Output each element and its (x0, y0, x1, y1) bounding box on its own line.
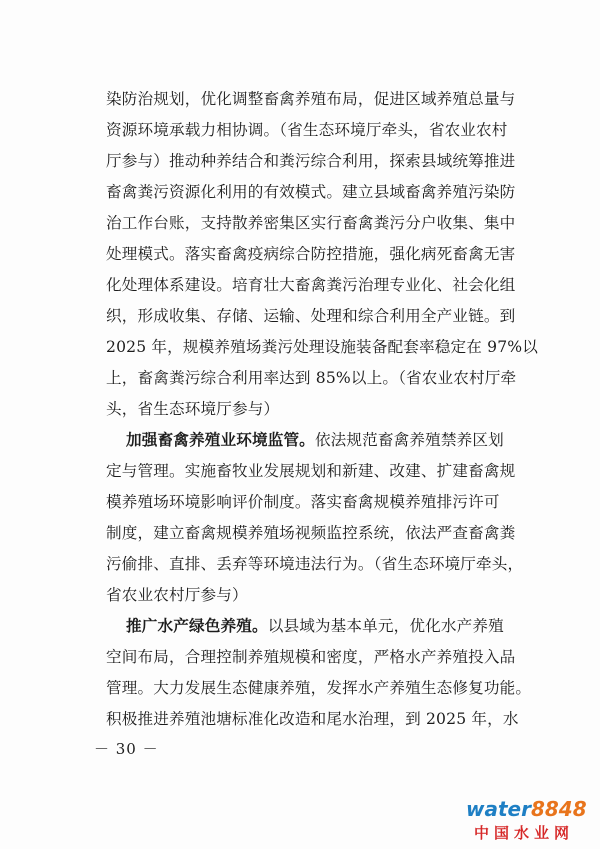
text-line: 织，形成收集、存储、运输、处理和综合利用全产业链。到 (106, 307, 516, 325)
text-line: 定与管理。实施畜牧业发展规划和新建、改建、扩建畜禽规 (106, 462, 516, 480)
text-line: 处理模式。落实畜禽疫病综合防控措施，强化病死畜禽无害 (106, 245, 516, 263)
text-line: 模养殖场环境影响评价制度。落实畜禽规模养殖排污许可 (106, 493, 500, 511)
paragraph-first-line (126, 430, 504, 450)
text-line: 管理。大力发展生态健康养殖，发挥水产养殖生态修复功能。 (106, 679, 532, 697)
watermark-subtitle: 中国水业网 (474, 824, 575, 842)
text-line: 染防治规划，优化调整畜禽养殖布局，促进区域养殖总量与 (106, 90, 516, 108)
text-span: 依法规范畜禽养殖禁养区划 (314, 431, 504, 449)
paragraph-first-line (126, 616, 504, 636)
page-number: － 30 － (94, 740, 159, 758)
text-line: 空间布局，合理控制养殖规模和密度，严格水产养殖投入品 (106, 648, 516, 666)
text-line: 头，省生态环境厅参与） (106, 400, 280, 418)
watermark-brand (466, 797, 587, 821)
text-line: 治工作台账，支持散养密集区实行畜禽粪污分户收集、集中 (106, 214, 516, 232)
text-line: 资源环境承载力相协调。（省生态环境厅牵头，省农业农村 (106, 121, 508, 139)
text-line: 污偷排、直排、丢弃等环境违法行为。（省生态环境厅牵头， (106, 555, 524, 573)
text-line: 化处理体系建设。培育壮大畜禽粪污治理专业化、社会化组 (106, 276, 516, 294)
text-span: 以县域为基本单元，优化水产养殖 (267, 617, 504, 635)
section-heading: 推广水产绿色养殖。 (126, 616, 268, 635)
text-line: 上，畜禽粪污综合利用率达到 85%以上。（省农业农村厅牵 (106, 369, 517, 387)
text-line: 省农业农村厅参与） (106, 586, 248, 604)
text-line: 制度，建立畜禽规模养殖场视频监控系统，依法严查畜禽粪 (106, 524, 516, 542)
watermark-number: 8848 (530, 797, 587, 821)
watermark-brand-text: water (466, 797, 531, 821)
text-line: 积极推进养殖池塘标准化改造和尾水治理，到 2025 年，水 (106, 710, 519, 728)
section-heading: 加强畜禽养殖业环境监管。 (126, 430, 315, 449)
text-line: 畜禽粪污资源化利用的有效模式。建立县域畜禽养殖污染防 (106, 183, 516, 201)
watermark-logo (466, 797, 594, 845)
text-line: 厅参与）推动种养结合和粪污综合利用，探索县域统筹推进 (106, 152, 516, 170)
text-line: 2025 年，规模养殖场粪污处理设施装备配套率稳定在 97%以 (106, 338, 538, 356)
